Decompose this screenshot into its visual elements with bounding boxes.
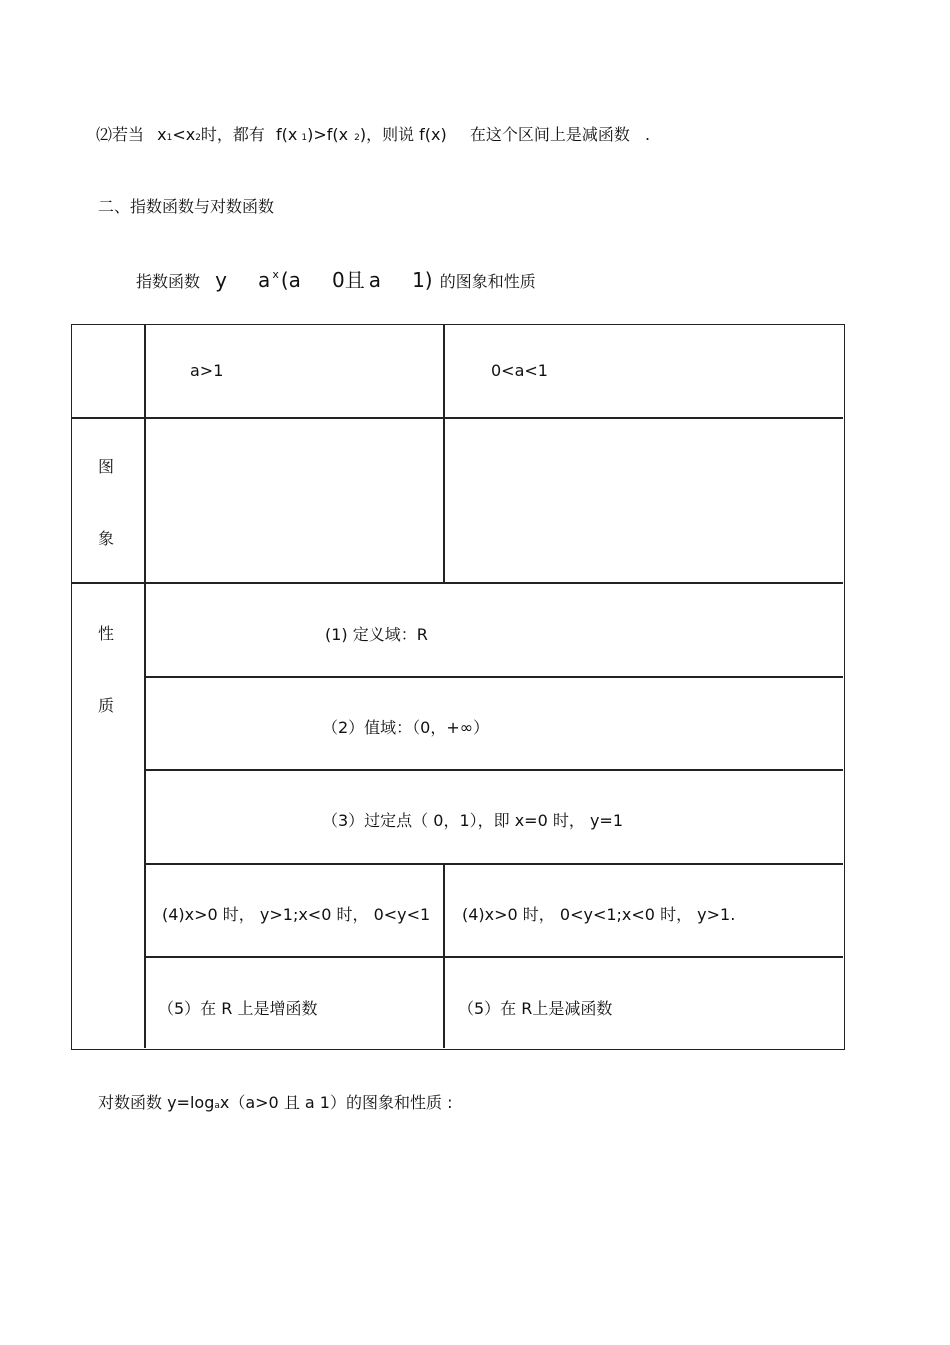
exp-properties-table: [71, 324, 845, 1050]
section-heading: 二、指数函数与对数函数: [98, 197, 275, 216]
log-title-suffix: x（a>0 且 a 1）的图象和性质 :: [219, 1093, 453, 1112]
intro-dot: .: [644, 125, 651, 144]
row-label-props-2: 质: [98, 696, 115, 715]
table-divider-h2: [72, 582, 843, 584]
prop5-increasing: （5）在 R 上是增函数: [158, 999, 318, 1018]
exp-a: a: [258, 268, 271, 292]
exp-a2: a: [368, 268, 381, 292]
table-divider-h3: [144, 676, 843, 678]
log-base-sub: a: [214, 1101, 220, 1111]
lt-x2: <x: [172, 125, 196, 144]
intro-prefix: ⑵若当: [96, 125, 145, 144]
prop5-decreasing: （5）在 R上是减函数: [458, 999, 613, 1018]
exp-title-prefix: 指数函数: [136, 272, 201, 291]
table-divider-v1: [144, 325, 146, 1048]
intro-end: )，则说 f(x): [359, 125, 447, 144]
f1: f(x: [276, 125, 298, 144]
log-function-title: [98, 1090, 452, 1113]
intro-mid: 时，都有: [200, 125, 265, 144]
exp-title-suffix: 的图象和性质: [439, 272, 536, 291]
exp-cond1: (a: [280, 268, 301, 292]
x1-var: x: [157, 125, 167, 144]
table-divider-h5: [144, 863, 843, 865]
f1-sub: 1: [301, 133, 308, 143]
header-0-lt-a-lt-1: 0<a<1: [491, 361, 548, 380]
prop-domain: (1) 定义域：R: [325, 625, 428, 644]
row-label-graph-1: 图: [98, 457, 115, 476]
exp-y: y: [215, 268, 227, 292]
gt-f2: )>f(x: [307, 125, 349, 144]
table-divider-v2-top: [443, 325, 445, 583]
row-label-props-1: 性: [98, 624, 115, 643]
exp-function-title: [136, 264, 536, 293]
exp-zero: 0: [331, 268, 345, 292]
table-divider-h1: [72, 417, 843, 419]
intro-line-decreasing-def: [96, 122, 650, 145]
log-title-prefix: 对数函数 y=log: [98, 1093, 215, 1112]
prop-fixed-point: （3）过定点（ 0，1），即 x=0 时， y=1: [322, 811, 623, 830]
prop4-a-gt-1: (4)x>0 时， y>1;x<0 时， 0<y<1: [162, 905, 431, 924]
exp-x-sup: x: [272, 268, 279, 281]
x1-sub: 1: [166, 133, 173, 143]
exp-and: 且: [344, 268, 365, 292]
exp-one: 1): [412, 268, 433, 292]
f2-sub: 2: [354, 133, 360, 143]
intro-tail: 在这个区间上是减函数: [469, 125, 630, 144]
prop-range: （2）值域：（0，+∞）: [322, 718, 490, 737]
prop4-a-lt-1: (4)x>0 时， 0<y<1;x<0 时， y>1.: [462, 905, 736, 924]
x2-sub: 2: [195, 133, 201, 143]
header-a-gt-1: a>1: [190, 361, 224, 380]
table-divider-h6: [144, 956, 843, 958]
row-label-graph-2: 象: [98, 529, 115, 548]
table-divider-h4: [144, 769, 843, 771]
